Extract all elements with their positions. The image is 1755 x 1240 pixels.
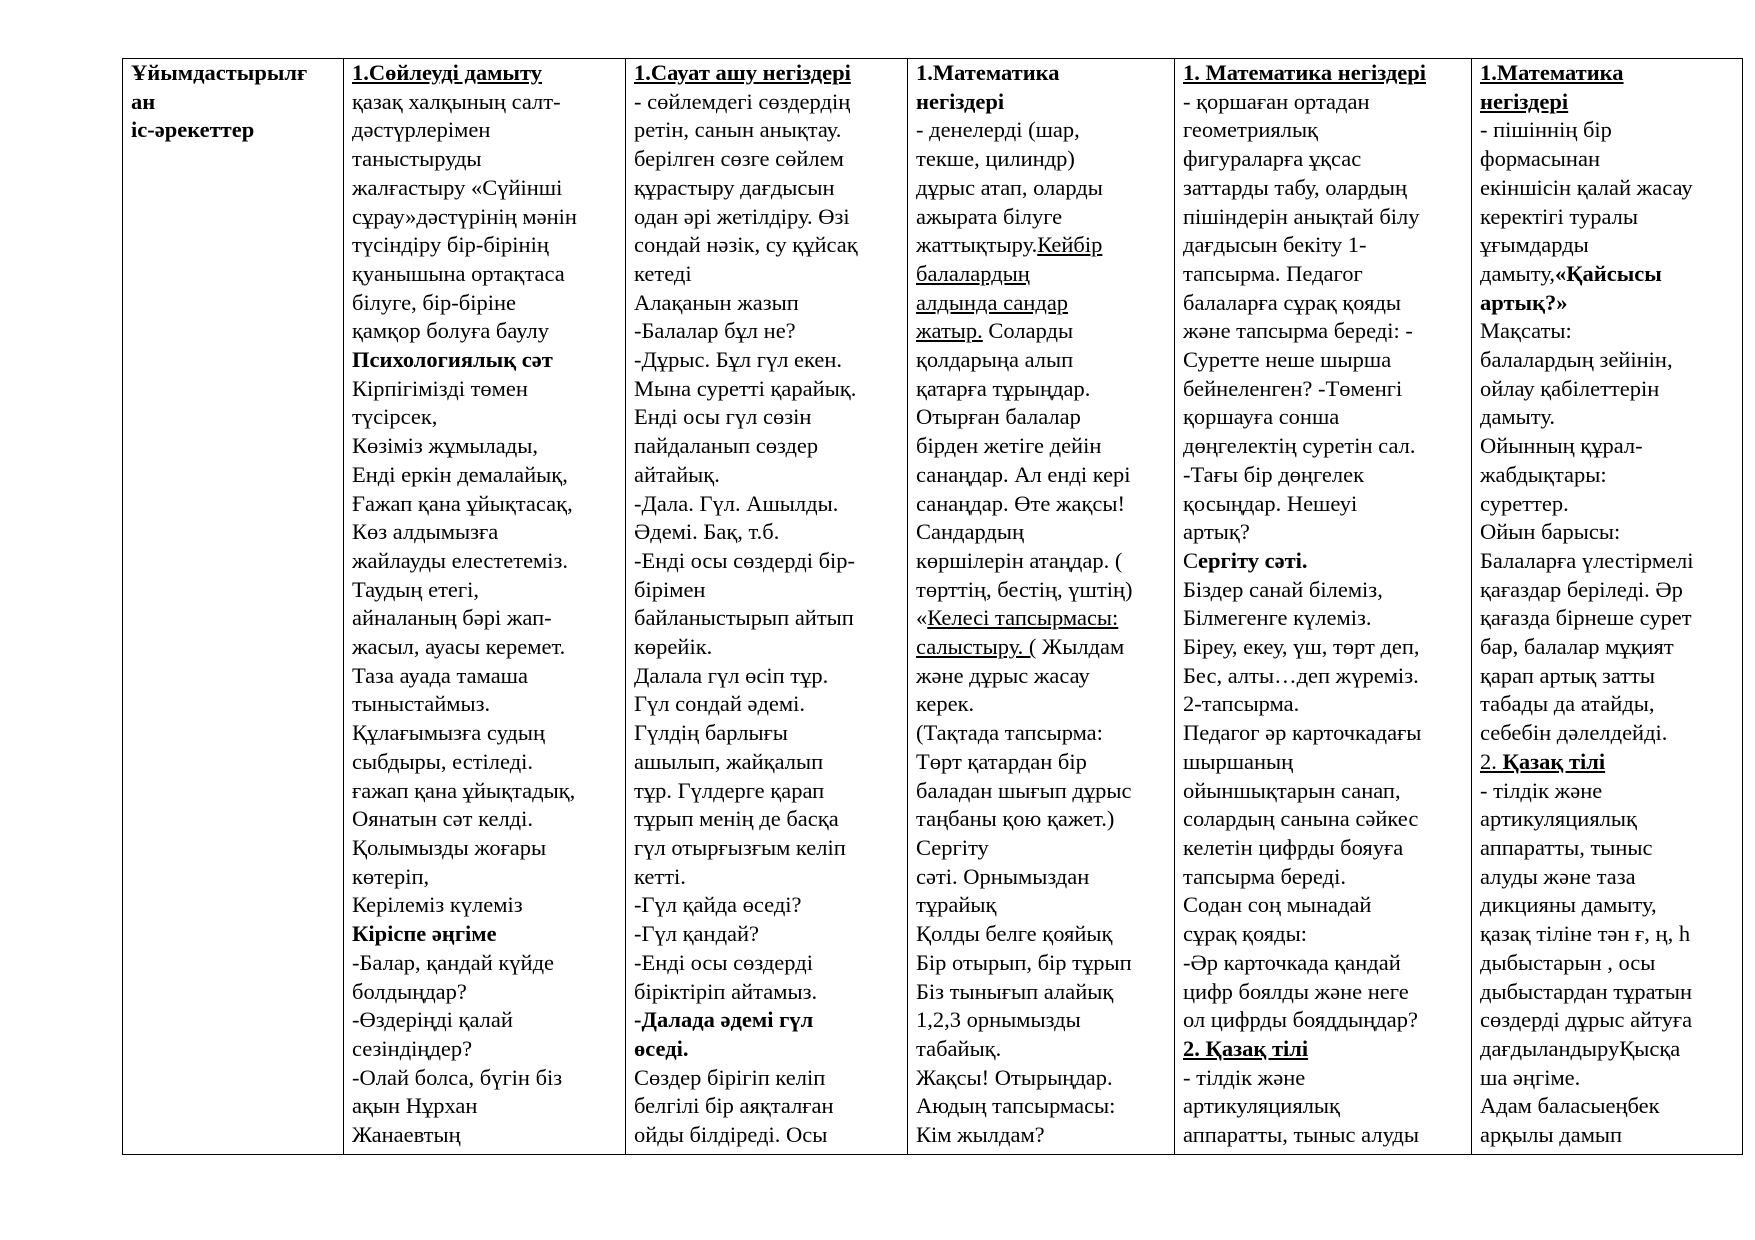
text-line: санаңдар. Өте жақсы! (916, 490, 1126, 516)
text-line: Мына суретті қарайық. (634, 375, 857, 401)
text-line: Адам баласыеңбек (1480, 1093, 1660, 1119)
text-line: тұрайық (916, 892, 997, 918)
text-line: дұрыс атап, оларды (916, 174, 1103, 200)
text-line: Далала гүл өсіп тұр. (634, 662, 829, 688)
text-line: және тапсырма береді: - (1183, 318, 1413, 344)
text-line: - тілдік және (1183, 1064, 1306, 1090)
text-line: қазақ халқының салт- (352, 88, 561, 114)
text-line: алуды және таза (1480, 863, 1636, 889)
text-line: 1.Сауат ашу негіздері (634, 60, 851, 85)
text-line: Психологиялық сәт (352, 347, 553, 373)
text-line: ша әңгіме. (1480, 1064, 1581, 1090)
text-line: (Тақтада тапсырма: (916, 720, 1103, 746)
text-line: -Балалар бұл не? (634, 318, 796, 344)
text-line: формасынан (1480, 146, 1600, 172)
text-fragment: « (916, 605, 928, 631)
text-line: көрейік. (634, 634, 713, 660)
table-row (123, 59, 1743, 1155)
text-line: қарап артық затты (1480, 662, 1656, 688)
text-line: -Балар, қандай күйде (352, 949, 555, 975)
text-line: ұғымдарды (1480, 232, 1589, 258)
text-line: Керілеміз күлеміз (352, 892, 523, 918)
text-line: қатарға тұрыңдар. (916, 375, 1091, 401)
text-line: -Далада әдемі гүл (634, 1007, 814, 1033)
text-line: арқылы дамып (1480, 1122, 1623, 1148)
text-line: өседі. (634, 1035, 689, 1061)
text-line: Білмегенге күлеміз. (1183, 605, 1372, 631)
text-line: сондай нәзік, су құйсақ (634, 232, 858, 258)
text-line: -Гүл қайда өседі? (634, 892, 802, 918)
text-line: төрттің, бестің, үштің) (916, 576, 1133, 602)
text-line: ашылып, жайқалып (634, 748, 824, 774)
text-fragment: 2. (1480, 748, 1503, 774)
text-line: айналаның бәрі жап- (352, 605, 552, 631)
text-line: дөңгелектің суретін сал. (1183, 433, 1416, 459)
text-line: 2-тапсырма. (1183, 691, 1300, 717)
text-line: -Дұрыс. Бұл гүл екен. (634, 347, 843, 373)
text-line: сұрау»дәстүрінің мәнін (352, 203, 577, 229)
text-line: Әдемі. Бақ, т.б. (634, 519, 780, 545)
text-line: сұрақ қояды: (1183, 921, 1307, 947)
text-line: Содан соң мынадай (1183, 892, 1372, 918)
text-fragment: Жылдам (1036, 634, 1125, 660)
text-line: Енді еркін демалайық, (352, 461, 568, 487)
text-line: қосыңдар. Нешеуі (1183, 490, 1358, 516)
text-line: артық? (1183, 519, 1250, 545)
text-line: Кіріспе әңгіме (352, 921, 497, 947)
text-line: Аюдың тапсырмасы: (916, 1093, 1116, 1119)
text-line: ғажап қана ұйықтадық, (352, 777, 576, 803)
column-math-basics-b (1175, 59, 1472, 1155)
text-line: сәті. Орнымыздан (916, 863, 1090, 889)
text-line: аппаратты, тыныс (1480, 834, 1653, 860)
text-line: Гүлдің барлығы (634, 720, 788, 746)
cell-content (634, 59, 907, 1154)
text-line: -Әр карточкада қандай (1183, 949, 1401, 975)
row-header-line: Ұйымдастырылғ (131, 60, 308, 85)
text-line: санаңдар. Ал енді кері (916, 461, 1131, 487)
text-line: Енді осы гүл сөзін (634, 404, 812, 430)
text-line: тапсырма береді. (1183, 863, 1346, 889)
text-line: Мақсаты: (1480, 318, 1572, 344)
text-line: жайлауды елестетеміз. (352, 547, 569, 573)
text-line: Таудың етегі, (352, 576, 480, 602)
text-line: пішіндерін анықтай білу (1183, 203, 1420, 229)
text-line (1480, 748, 1742, 777)
text-line: Бес, алты…деп жүреміз. (1183, 662, 1419, 688)
text-line: 1.Математика (1480, 60, 1624, 85)
text-line: Көз алдымызға (352, 519, 499, 545)
text-fragment: ергіту сәті. (1198, 547, 1308, 573)
text-line: Сандардың (916, 519, 1025, 545)
text-line: Қолымызды жоғары (352, 834, 547, 860)
text-line: Жанаевтың (352, 1122, 461, 1148)
cell-content (352, 59, 625, 1154)
text-line: 1. Математика негіздері (1183, 60, 1426, 85)
text-line: Сөздер бірігіп келіп (634, 1064, 826, 1090)
text-line: Алақанын жазып (634, 289, 799, 315)
text-line: тапсырма. Педагог (1183, 260, 1363, 286)
text-line: қоршауға сонша (1183, 404, 1340, 430)
text-line: Кім жылдам? (916, 1122, 1045, 1148)
text-line: ақын Нұрхан (352, 1093, 478, 1119)
text-line: балалардың зейінін, (1480, 347, 1673, 373)
text-line: -Енді осы сөздерді бір- (634, 547, 856, 573)
text-line: Ойын барысы: (1480, 519, 1621, 545)
text-line (1183, 547, 1471, 576)
text-line (916, 317, 1174, 346)
text-line: дәстүрлерімен (352, 117, 491, 143)
text-line: екіншісін қалай жасау (1480, 174, 1693, 200)
text-line: баладан шығып дұрыс (916, 777, 1132, 803)
text-line: Жақсы! Отырыңдар. (916, 1064, 1113, 1090)
text-line: -Олай болса, бүгін біз (352, 1064, 563, 1090)
text-line: қуанышына ортақтаса (352, 260, 565, 286)
text-line: Төрт қатардан бір (916, 748, 1087, 774)
text-line: -Гүл қандай? (634, 921, 760, 947)
column-literacy-basics (626, 59, 908, 1155)
text-fragment: Қазақ тілі (1502, 748, 1606, 774)
text-line: бар, балалар мұқият (1480, 634, 1674, 660)
text-line: заттарды табу, олардың (1183, 174, 1408, 200)
text-line: ойды білдіреді. Осы (634, 1122, 828, 1148)
text-line: дикцияны дамыту, (1480, 892, 1657, 918)
text-line: 2. Қазақ тілі (1183, 1035, 1309, 1061)
cell-content (1480, 59, 1742, 1154)
column-math-basics-a (908, 59, 1175, 1155)
text-line: қағаздар беріледі. Әр (1480, 576, 1683, 602)
text-line: сөздерді дұрыс айтуға (1480, 1007, 1693, 1033)
text-line: сезіндіңдер? (352, 1035, 473, 1061)
text-line: - пішіннің бір (1480, 117, 1612, 143)
text-line: белгілі бір аяқталған (634, 1093, 834, 1119)
text-line: Гүл сондай әдемі. (634, 691, 806, 717)
text-line: Ойынның құрал- (1480, 433, 1643, 459)
text-line (916, 633, 1174, 662)
text-line: ажырата білуге (916, 203, 1063, 229)
text-line: Кірпігімізді төмен (352, 375, 528, 401)
text-line: түсіндіру бір-бірінің (352, 232, 549, 258)
text-line: - сөйлемдегі сөздердің (634, 88, 851, 114)
text-line: Оянатын сәт келді. (352, 806, 533, 832)
text-line: негіздері (1480, 88, 1569, 114)
text-fragment: С (1183, 547, 1199, 573)
text-line: Бір отырып, бір тұрып (916, 949, 1132, 975)
text-line: одан әрі жетілдіру. Өзі (634, 203, 850, 229)
text-fragment: Келесі тапсырмасы: (927, 605, 1119, 631)
text-line: берілген сөзге сөйлем (634, 146, 844, 172)
text-line: ойлау қабілеттерін (1480, 375, 1660, 401)
lesson-plan-table (122, 58, 1743, 1155)
text-line: айтайық. (634, 461, 720, 487)
text-line: артикуляциялық (1183, 1093, 1340, 1119)
text-line: және дұрыс жасау (916, 662, 1090, 688)
text-line: Құлағымызға судың (352, 720, 546, 746)
text-line: балалардың (916, 260, 1030, 286)
row-header-line: ан (131, 88, 156, 114)
text-line: артикуляциялық (1480, 806, 1637, 832)
text-line: Педагог әр карточкадағы (1183, 720, 1422, 746)
text-line: болдыңдар? (352, 978, 467, 1004)
text-line: біріктіріп айтамыз. (634, 978, 818, 1004)
text-line: шыршаның (1183, 748, 1294, 774)
text-line: 1,2,3 орнымызды (916, 1007, 1081, 1033)
text-line: ойыншықтарын санап, (1183, 777, 1401, 803)
text-line: қағазда бірнеше сурет (1480, 605, 1692, 631)
text-line: құрастыру дағдысын (634, 174, 835, 200)
text-line: бейнеленген? -Төменгі (1183, 375, 1403, 401)
text-line: цифр боялды және неге (1183, 978, 1409, 1004)
text-line: табады да атайды, (1480, 691, 1655, 717)
text-line: 1.Сөйлеуді дамыту (352, 60, 543, 85)
text-line: көршілерін атаңдар. ( (916, 547, 1123, 573)
text-line: бірімен (634, 576, 706, 602)
text-fragment: дамыту, (1480, 260, 1555, 286)
text-line: Ғажап қана ұйықтасақ, (352, 490, 573, 516)
text-line: дағдыландыруҚысқа (1480, 1035, 1681, 1061)
text-line: түсірсек, (352, 404, 438, 430)
text-line: қазақ тіліне тән ғ, ң, һ (1480, 921, 1691, 947)
text-line: Суретте неше шырша (1183, 347, 1392, 373)
text-line: -Енді осы сөздерді (634, 949, 813, 975)
text-line: таныстыруды (352, 146, 482, 172)
text-line (916, 231, 1174, 260)
text-line: пайдаланып сөздер (634, 433, 819, 459)
cell-content (1183, 59, 1471, 1154)
text-line: Біздер санай білеміз, (1183, 576, 1383, 602)
text-fragment: жаттықтыру. (916, 232, 1038, 258)
text-line: артық?» (1480, 289, 1568, 315)
text-line: қамқор болуға баулу (352, 318, 549, 344)
text-line: текше, цилиндр) (916, 146, 1075, 172)
text-line: Таза ауада тамаша (352, 662, 528, 688)
text-line: Отырған балалар (916, 404, 1081, 430)
text-line: кетті. (634, 863, 686, 889)
text-line: геометриялық (1183, 117, 1318, 143)
text-line: жасыл, ауасы керемет. (352, 634, 566, 660)
text-line: 1.Математика (916, 60, 1060, 85)
text-line: Қолды белге қояйық (916, 921, 1113, 947)
text-line: қолдарыңа алып (916, 347, 1074, 373)
text-line: тыныстаймыз. (352, 691, 491, 717)
text-line: алдында сандар (916, 289, 1069, 315)
text-line: -Дала. Гүл. Ашылды. (634, 490, 839, 516)
text-line: солардың санына сәйкес (1183, 806, 1419, 832)
text-line: дыбыстардан тұратын (1480, 978, 1692, 1004)
text-line: - денелерді (шар, (916, 117, 1080, 143)
text-fragment: «Қайсысы (1554, 260, 1662, 286)
column-math-basics-c (1472, 59, 1743, 1155)
text-line: Көзіміз жұмылады, (352, 433, 538, 459)
text-line: білуге, бір-біріне (352, 289, 517, 315)
text-line: ретін, санын анықтау. (634, 117, 842, 143)
text-line: дыбыстарын , осы (1480, 949, 1656, 975)
row-header-line: іс-әрекеттер (131, 117, 255, 143)
text-line: байланыстырып айтып (634, 605, 854, 631)
text-line: тұрып менің де басқа (634, 806, 839, 832)
text-line: жабдықтары: (1480, 461, 1607, 487)
text-line: Сергіту (916, 834, 989, 860)
text-line: Біз тынығып алайық (916, 978, 1114, 1004)
text-line: ол цифрды бояддыңдар? (1183, 1007, 1418, 1033)
text-line: Біреу, екеу, үш, төрт деп, (1183, 634, 1420, 660)
text-line: келетін цифрды бояуға (1183, 834, 1404, 860)
text-line: керектігі туралы (1480, 203, 1638, 229)
text-fragment: Соларды (982, 318, 1074, 344)
text-line: дағдысын бекіту 1- (1183, 232, 1367, 258)
text-line: керек. (916, 691, 975, 717)
text-line: -Тағы бір дөңгелек (1183, 461, 1365, 487)
text-line: аппаратты, тыныс алуды (1183, 1122, 1419, 1148)
text-line: балаларға сұрақ қояды (1183, 289, 1402, 315)
text-line: тұр. Гүлдерге қарап (634, 777, 825, 803)
text-line: суреттер. (1480, 490, 1569, 516)
text-line: дамыту. (1480, 404, 1555, 430)
text-fragment: Кейбір (1037, 232, 1103, 258)
column-speech-development (344, 59, 626, 1155)
text-line: -Өздеріңді қалай (352, 1007, 513, 1033)
text-line: табайық. (916, 1035, 1002, 1061)
row-header-cell (123, 59, 344, 1155)
text-line: себебін дәлелдейді. (1480, 720, 1668, 746)
text-line (1480, 260, 1742, 289)
text-line: фигураларға ұқсас (1183, 146, 1362, 172)
text-line: көтеріп, (352, 863, 430, 889)
text-fragment: салыстыру. ( (916, 634, 1037, 660)
text-line: таңбаны қою қажет.) (916, 806, 1115, 832)
text-line: гүл отырғызғым келіп (634, 834, 846, 860)
text-line: бірден жетіге дейін (916, 433, 1102, 459)
text-line: сыбдыры, естіледі. (352, 748, 534, 774)
text-fragment: жатыр. (916, 318, 983, 344)
text-line: - тілдік және (1480, 777, 1603, 803)
text-line: жалғастыру «Сүйінші (352, 174, 563, 200)
text-line: - қоршаған ортадан (1183, 88, 1370, 114)
text-line: Балаларға үлестірмелі (1480, 547, 1694, 573)
text-line (916, 604, 1174, 633)
cell-content (916, 59, 1174, 1154)
text-line: кетеді (634, 260, 692, 286)
text-line: негіздері (916, 88, 1005, 114)
